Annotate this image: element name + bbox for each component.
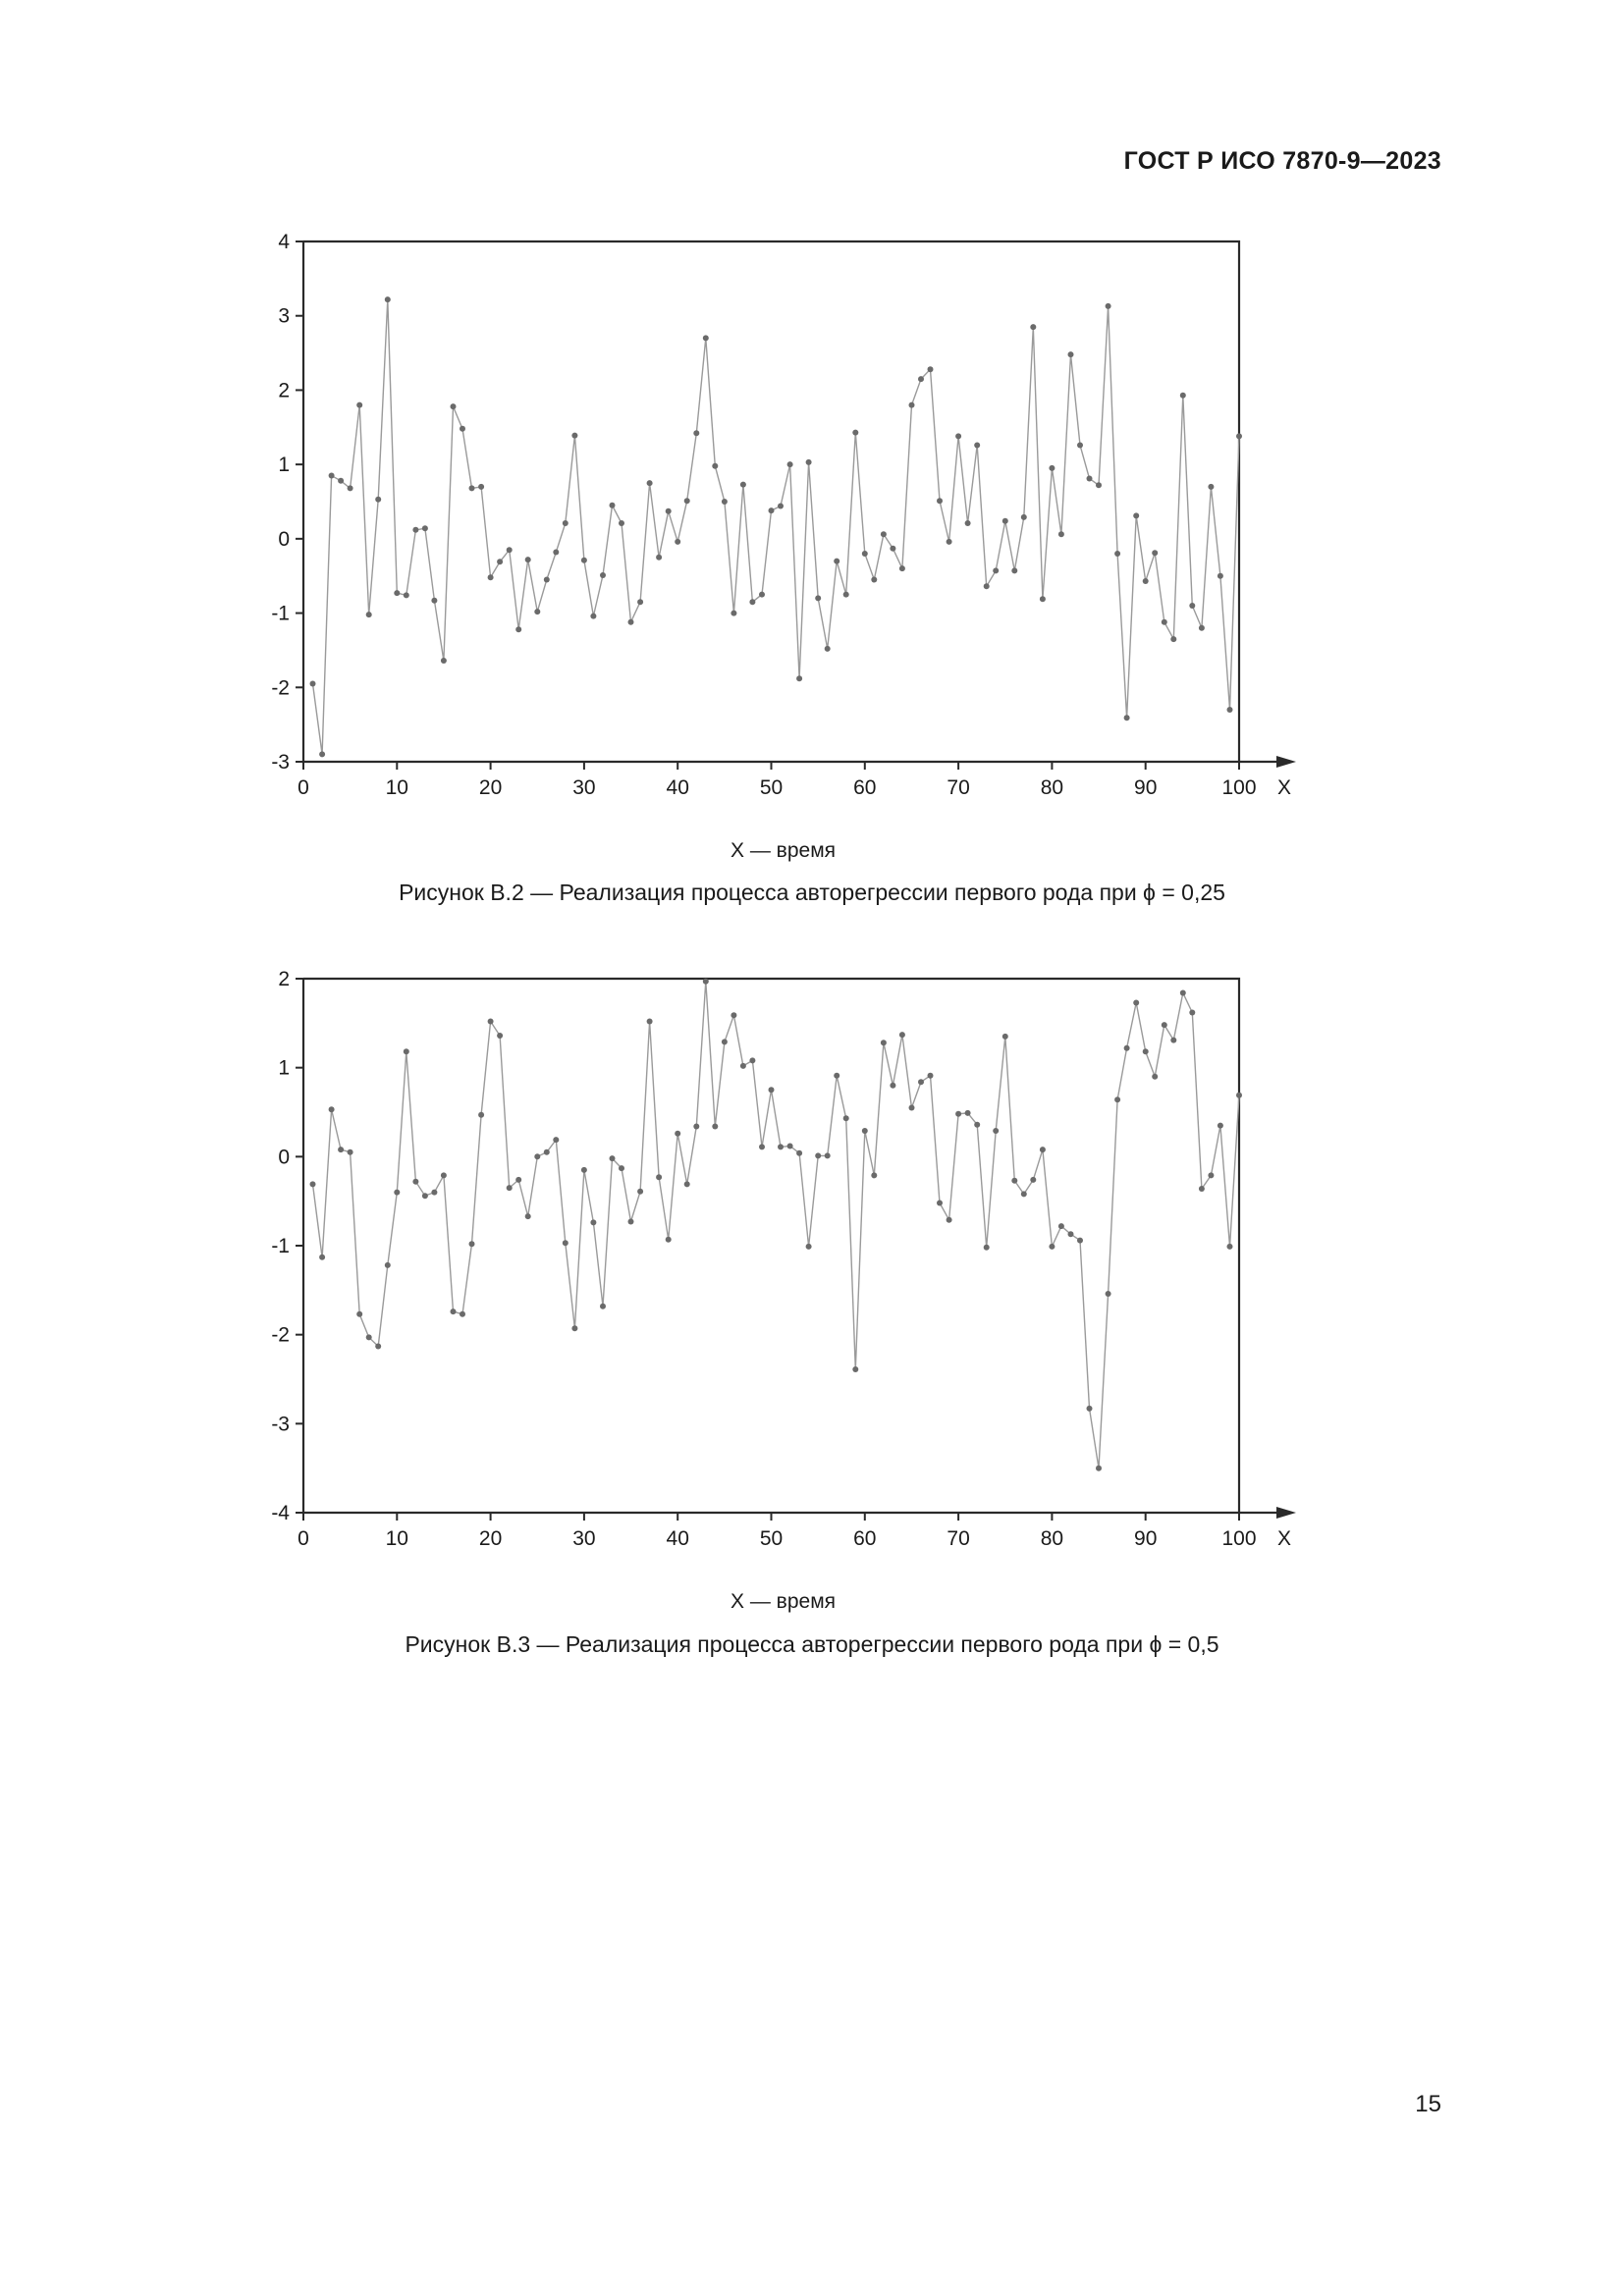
data-point (871, 1172, 877, 1178)
data-point (319, 751, 325, 757)
data-point (478, 1112, 484, 1118)
plot-frame (303, 241, 1239, 762)
data-point (862, 1128, 868, 1134)
data-point (563, 1240, 568, 1246)
data-point (637, 599, 643, 605)
data-point (469, 485, 475, 491)
data-point (834, 559, 839, 564)
data-point (385, 296, 391, 302)
data-point (348, 485, 353, 491)
data-point (1030, 1177, 1036, 1183)
data-point (815, 1152, 821, 1158)
data-point (525, 557, 531, 562)
data-point (703, 335, 709, 341)
data-point (348, 1149, 353, 1155)
x-tick-label: 0 (298, 1527, 309, 1550)
data-point (1068, 1231, 1074, 1237)
data-point (451, 1308, 457, 1314)
data-point (1040, 596, 1046, 602)
data-point (965, 1110, 971, 1116)
data-point (1227, 707, 1233, 713)
data-point (460, 1311, 465, 1317)
data-point (1002, 1034, 1008, 1040)
x-tick-label: 90 (1134, 776, 1158, 799)
data-point (1189, 603, 1195, 609)
data-point (1096, 1466, 1102, 1471)
chart-figure-b3 (0, 957, 1624, 1664)
data-point (899, 565, 905, 571)
data-point (890, 546, 895, 552)
data-point (366, 1334, 372, 1340)
data-point (1049, 1244, 1055, 1250)
data-point (796, 675, 802, 681)
data-point (806, 1244, 812, 1250)
data-point (1011, 1178, 1017, 1184)
data-point (693, 1124, 699, 1130)
data-point (394, 1190, 400, 1196)
data-point (385, 1262, 391, 1268)
data-point (412, 527, 418, 533)
data-point (899, 1032, 905, 1038)
figure-caption-b3: Рисунок B.3 — Реализация процесса авторегрессии первого рода при ϕ = 0,5 (405, 1631, 1219, 1657)
data-point (1106, 303, 1111, 309)
data-point (628, 619, 634, 625)
data-point (731, 1012, 736, 1018)
data-point (693, 430, 699, 436)
data-point (984, 583, 990, 589)
x-tick-label: 60 (853, 776, 877, 799)
data-point (769, 507, 775, 513)
data-point (637, 1189, 643, 1195)
data-point (431, 598, 437, 604)
data-point (909, 402, 915, 408)
data-point (843, 592, 849, 598)
data-point (319, 1255, 325, 1260)
x-axis-arrow (1276, 756, 1296, 768)
data-point (759, 1144, 765, 1149)
data-point (1124, 1045, 1130, 1051)
data-point (544, 1149, 550, 1155)
data-point (834, 1073, 839, 1079)
y-tick-label: 1 (278, 454, 290, 477)
x-tick-label: 100 (1221, 776, 1257, 799)
data-point (712, 1124, 718, 1130)
data-point (666, 1237, 672, 1243)
data-point (338, 478, 344, 484)
x-tick-label: 70 (947, 1527, 970, 1550)
data-point (534, 609, 540, 614)
data-point (1096, 482, 1102, 488)
y-tick-label: 2 (278, 968, 290, 990)
data-point (544, 577, 550, 583)
data-point (525, 1213, 531, 1219)
data-point (563, 520, 568, 526)
data-point (600, 1304, 606, 1309)
data-point (666, 508, 672, 514)
data-point (1143, 1048, 1149, 1054)
data-point (890, 1083, 895, 1089)
data-point (984, 1245, 990, 1251)
data-point (1218, 1123, 1223, 1129)
data-point (937, 1201, 943, 1206)
data-point (404, 1048, 409, 1054)
data-point (1011, 567, 1017, 573)
data-point (656, 555, 662, 561)
y-tick-label: 2 (278, 379, 290, 402)
x-tick-label: 20 (478, 776, 503, 799)
page-number: 15 (1415, 2091, 1441, 2117)
data-point (478, 484, 484, 490)
data-point (404, 592, 409, 598)
y-tick-label: -1 (271, 1235, 290, 1257)
data-point (1189, 1010, 1195, 1016)
data-point (1058, 1223, 1064, 1229)
data-point (909, 1105, 915, 1111)
data-point (684, 498, 690, 504)
data-point (881, 1040, 887, 1045)
data-point (469, 1241, 475, 1247)
data-point (787, 1144, 793, 1149)
data-point (1049, 465, 1055, 471)
y-tick-label: -2 (271, 1323, 290, 1347)
data-point (515, 1177, 521, 1183)
data-point (497, 559, 503, 564)
data-point (1227, 1244, 1233, 1250)
document-code: ГОСТ Р ИСО 7870-9—2023 (1123, 147, 1441, 175)
x-tick-label: 50 (759, 1527, 784, 1550)
data-point (722, 1039, 728, 1044)
x-tick-label: 10 (385, 776, 408, 799)
data-point (1058, 531, 1064, 537)
data-point (338, 1147, 344, 1152)
data-point (806, 459, 812, 465)
x-axis-arrow (1276, 1507, 1296, 1519)
y-tick-label: -1 (271, 602, 290, 625)
data-point (862, 551, 868, 557)
data-point (1236, 1093, 1242, 1098)
data-point (590, 1219, 596, 1225)
data-point (628, 1219, 634, 1225)
y-tick-label: -4 (271, 1502, 290, 1524)
data-point (703, 979, 709, 985)
data-point (619, 1165, 624, 1171)
data-point (1162, 619, 1167, 625)
data-point (796, 1150, 802, 1156)
data-point (740, 482, 746, 488)
series-line (313, 982, 1240, 1468)
data-point (712, 463, 718, 469)
data-point (778, 504, 784, 509)
data-point (918, 376, 924, 382)
x-axis-label: X — время (731, 1590, 836, 1613)
data-point (787, 461, 793, 467)
data-point (1133, 1000, 1139, 1006)
data-point (843, 1115, 849, 1121)
chart-b3-svg (0, 957, 1624, 1664)
data-point (1170, 636, 1176, 642)
data-point (1180, 393, 1186, 399)
x-axis-label: X — время (731, 839, 836, 862)
data-point (375, 1344, 381, 1350)
data-point (571, 433, 577, 439)
data-point (1106, 1291, 1111, 1297)
data-point (1021, 1191, 1027, 1197)
x-tick-label: 0 (298, 776, 309, 799)
data-point (1162, 1022, 1167, 1028)
data-point (1133, 512, 1139, 518)
chart-b2-svg (0, 216, 1624, 903)
data-point (507, 1185, 513, 1191)
data-point (394, 590, 400, 596)
data-point (451, 403, 457, 409)
data-point (590, 614, 596, 619)
data-point (1030, 324, 1036, 330)
data-point (1114, 1096, 1120, 1102)
data-point (1152, 1074, 1158, 1080)
x-tick-label: 50 (759, 776, 784, 799)
data-point (1002, 518, 1008, 524)
data-point (356, 1311, 362, 1317)
data-point (460, 426, 465, 432)
figure-caption-b2: Рисунок B.2 — Реализация процесса авторегрессии первого рода при ϕ = 0,25 (399, 880, 1225, 905)
data-point (647, 1019, 653, 1025)
data-point (993, 567, 999, 573)
data-point (375, 497, 381, 503)
data-point (553, 1137, 559, 1143)
data-point (1114, 551, 1120, 557)
data-point (310, 1181, 316, 1187)
data-point (1208, 1172, 1214, 1178)
data-point (571, 1325, 577, 1331)
data-point (852, 1366, 858, 1372)
data-point (675, 539, 680, 545)
data-point (955, 433, 961, 439)
data-point (488, 1019, 494, 1025)
data-point (1040, 1147, 1046, 1152)
data-point (928, 366, 934, 372)
x-tick-label: 20 (478, 1527, 503, 1550)
series-line (313, 299, 1240, 754)
y-tick-label: 0 (278, 527, 290, 551)
data-point (1077, 1238, 1083, 1244)
data-point (422, 525, 428, 531)
data-point (740, 1063, 746, 1069)
x-tick-label: 30 (572, 776, 596, 799)
data-point (1087, 476, 1093, 482)
data-point (1218, 573, 1223, 579)
data-point (1021, 514, 1027, 520)
data-point (1124, 715, 1130, 721)
data-point (329, 1106, 335, 1112)
data-point (749, 599, 755, 605)
data-point (619, 520, 624, 526)
x-tick-label: 60 (853, 1527, 877, 1550)
y-tick-label: 4 (278, 231, 290, 253)
x-axis-letter: X (1276, 1527, 1292, 1550)
x-tick-label: 90 (1134, 1527, 1158, 1550)
data-point (684, 1181, 690, 1187)
y-tick-label: -3 (271, 751, 290, 774)
data-point (918, 1079, 924, 1085)
data-point (1152, 550, 1158, 556)
data-point (993, 1128, 999, 1134)
data-point (1208, 484, 1214, 490)
y-tick-label: 0 (278, 1146, 290, 1169)
y-tick-label: 3 (278, 304, 290, 328)
data-point (488, 574, 494, 580)
data-point (1180, 990, 1186, 996)
data-point (965, 520, 971, 526)
x-tick-label: 70 (947, 776, 970, 799)
data-point (937, 498, 943, 504)
data-point (534, 1153, 540, 1159)
data-point (947, 539, 952, 545)
data-point (515, 626, 521, 632)
data-point (507, 547, 513, 553)
y-tick-label: -3 (271, 1413, 290, 1436)
data-point (815, 595, 821, 601)
x-tick-label: 80 (1040, 776, 1064, 799)
data-point (974, 1122, 980, 1128)
data-point (947, 1217, 952, 1223)
data-point (974, 443, 980, 449)
data-point (1068, 351, 1074, 357)
x-tick-label: 10 (385, 1527, 408, 1550)
data-point (1236, 433, 1242, 439)
data-point (749, 1057, 755, 1063)
x-tick-label: 30 (572, 1527, 596, 1550)
data-point (441, 658, 447, 664)
data-point (431, 1190, 437, 1196)
data-point (881, 531, 887, 537)
data-point (731, 611, 736, 616)
data-point (610, 503, 616, 508)
x-tick-label: 100 (1221, 1527, 1257, 1550)
data-point (497, 1033, 503, 1039)
y-tick-label: 1 (278, 1056, 290, 1080)
data-point (1087, 1406, 1093, 1412)
data-point (600, 572, 606, 578)
x-tick-label: 80 (1040, 1527, 1064, 1550)
data-point (412, 1179, 418, 1185)
data-point (871, 577, 877, 583)
data-point (1199, 1186, 1205, 1192)
x-tick-label: 40 (666, 776, 689, 799)
data-point (1077, 443, 1083, 449)
data-point (310, 681, 316, 687)
data-point (955, 1111, 961, 1117)
data-point (769, 1087, 775, 1093)
data-point (610, 1155, 616, 1161)
data-point (329, 473, 335, 479)
data-point (422, 1193, 428, 1199)
y-tick-label: -2 (271, 676, 290, 700)
data-point (581, 558, 587, 563)
data-point (1143, 578, 1149, 584)
data-point (778, 1144, 784, 1149)
data-point (928, 1073, 934, 1079)
data-point (759, 592, 765, 598)
data-point (366, 612, 372, 617)
data-point (553, 550, 559, 556)
data-point (675, 1131, 680, 1137)
data-point (581, 1167, 587, 1173)
data-point (1170, 1038, 1176, 1043)
x-axis-letter: X (1276, 776, 1292, 799)
x-tick-label: 40 (666, 1527, 689, 1550)
data-point (825, 1152, 831, 1158)
data-point (1199, 625, 1205, 631)
data-point (825, 646, 831, 652)
data-point (441, 1172, 447, 1178)
data-point (656, 1174, 662, 1180)
data-point (852, 430, 858, 436)
data-point (722, 499, 728, 505)
plot-frame (303, 979, 1239, 1513)
data-point (647, 480, 653, 486)
chart-figure-b2 (0, 216, 1624, 903)
data-point (356, 402, 362, 408)
